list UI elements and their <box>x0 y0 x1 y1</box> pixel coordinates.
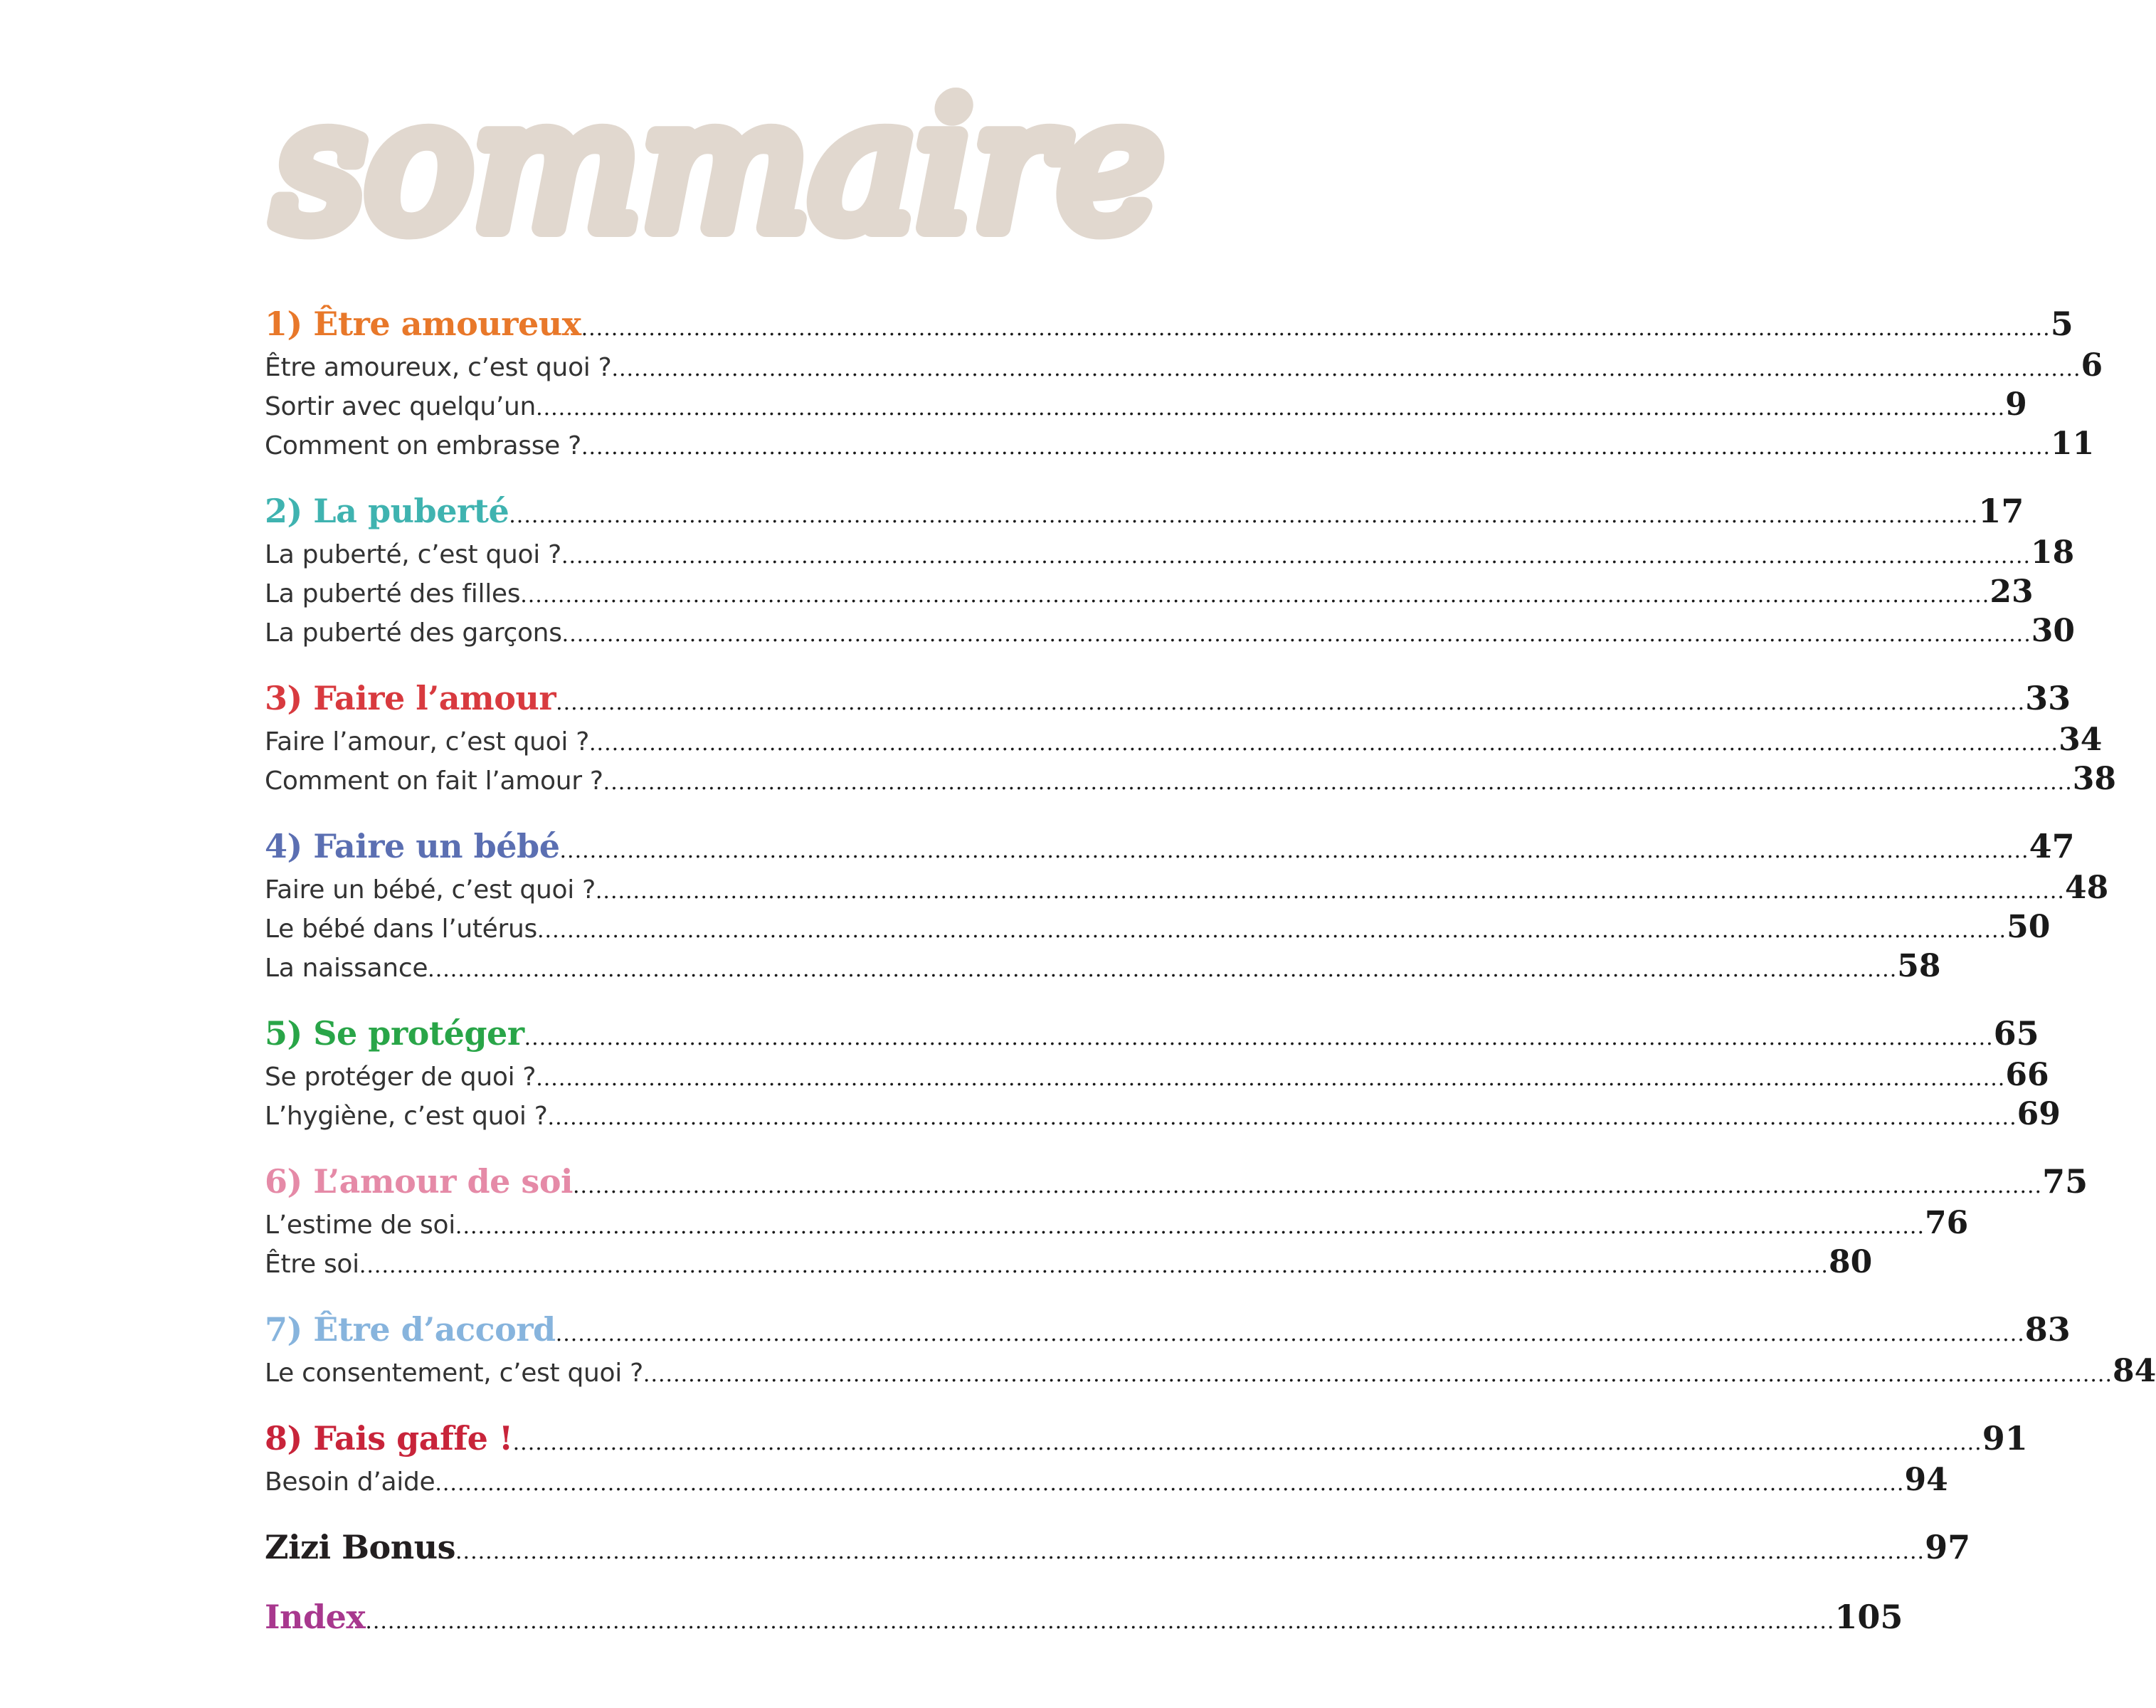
item-title: Sortir avec quelqu’un <box>265 392 537 421</box>
chapter-title: 7) Être d’accord <box>265 1310 556 1349</box>
page-number: 66 <box>2005 1057 2049 1093</box>
toc-section <box>265 679 2116 800</box>
page-number: 94 <box>1904 1462 1948 1498</box>
chapter-title: 8) Fais gaffe ! <box>265 1419 513 1457</box>
dot-leader <box>537 918 2007 943</box>
toc-item-row[interactable] <box>265 1205 1969 1244</box>
page-number: 58 <box>1897 948 1941 984</box>
toc-chapter-row[interactable] <box>265 492 2024 534</box>
page-number: 65 <box>1993 1014 2039 1053</box>
page-number: 6 <box>2081 347 2103 384</box>
toc-item-row[interactable] <box>265 870 2109 909</box>
dot-leader <box>643 1362 2113 1387</box>
dot-leader <box>435 1471 1904 1496</box>
dot-leader <box>365 1609 1834 1634</box>
dot-leader <box>524 1026 1994 1050</box>
toc-chapter-row[interactable] <box>265 1419 2028 1462</box>
toc-item-row[interactable] <box>265 1462 1948 1501</box>
chapter-title: Zizi Bonus <box>265 1528 456 1566</box>
item-title: Être soi <box>265 1250 359 1279</box>
page-number: 83 <box>2024 1310 2071 1349</box>
toc-section <box>265 1310 2156 1392</box>
page-number: 47 <box>2029 827 2075 865</box>
dot-leader <box>556 690 2025 715</box>
toc-item-row[interactable] <box>265 386 2027 426</box>
page-number: 30 <box>2031 613 2075 649</box>
toc-section <box>265 1598 1903 1640</box>
page-number: 11 <box>2051 426 2095 462</box>
dot-leader <box>611 357 2081 381</box>
chapter-title: 1) Être amoureux <box>265 305 581 343</box>
item-title: Le bébé dans l’utérus <box>265 914 537 944</box>
toc-chapter-row[interactable] <box>265 1310 2071 1353</box>
dot-leader <box>560 838 2029 863</box>
page-number: 76 <box>1925 1205 1969 1241</box>
toc-item-row[interactable] <box>265 1244 1873 1283</box>
toc-section <box>265 827 2109 987</box>
page-number: 5 <box>2050 305 2073 343</box>
dot-leader <box>561 544 2031 569</box>
toc-item-row[interactable] <box>265 722 2103 761</box>
toc-item-row[interactable] <box>265 909 2051 948</box>
chapter-title: 5) Se protéger <box>265 1014 524 1053</box>
toc-chapter-row[interactable] <box>265 1598 1903 1640</box>
toc-item-row[interactable] <box>265 534 2075 574</box>
dot-leader <box>589 731 2059 756</box>
page-number: 33 <box>2025 679 2071 717</box>
toc-section <box>265 1528 1971 1571</box>
dot-leader <box>556 1322 2025 1346</box>
toc-chapter-row[interactable] <box>265 1162 2088 1205</box>
page-number: 17 <box>1978 492 2024 530</box>
item-title: Comment on embrasse ? <box>265 431 581 460</box>
page-number: 23 <box>1989 574 2034 610</box>
chapter-title: 6) L’amour de soi <box>265 1162 573 1201</box>
page-number: 105 <box>1834 1598 1903 1636</box>
dot-leader <box>455 1539 1925 1564</box>
dot-leader <box>581 435 2051 460</box>
toc-item-row[interactable] <box>265 426 2095 465</box>
item-title: Faire un bébé, c’est quoi ? <box>265 875 596 905</box>
dot-leader <box>428 957 1897 982</box>
page-number: 18 <box>2031 534 2075 571</box>
toc-item-row[interactable] <box>265 948 1941 987</box>
item-title: Le consentement, c’est quoi ? <box>265 1359 643 1388</box>
chapter-title: 3) Faire l’amour <box>265 679 556 717</box>
item-title: Besoin d’aide <box>265 1467 435 1497</box>
toc-section <box>265 1014 2061 1135</box>
item-title: Faire l’amour, c’est quoi ? <box>265 727 590 757</box>
toc-section <box>265 305 2103 465</box>
page-number: 38 <box>2072 761 2116 797</box>
item-title: La puberté des filles <box>265 579 521 608</box>
chapter-title: 2) La puberté <box>265 492 509 530</box>
dot-leader <box>581 316 2051 341</box>
chapter-title: Index <box>265 1598 366 1636</box>
toc-section <box>265 492 2075 652</box>
dot-leader <box>513 1430 1982 1455</box>
page-title <box>274 50 1163 292</box>
page-number: 91 <box>1982 1419 2028 1457</box>
page-number: 48 <box>2064 870 2109 906</box>
dot-leader <box>359 1253 1829 1278</box>
table-of-contents <box>265 305 2156 1640</box>
title-lettering: sommaire <box>274 63 1163 270</box>
toc-item-row[interactable] <box>265 1057 2049 1096</box>
toc-chapter-row[interactable] <box>265 1014 2039 1057</box>
item-title: L’hygiène, c’est quoi ? <box>265 1102 548 1131</box>
item-title: Se protéger de quoi ? <box>265 1063 537 1092</box>
toc-item-row[interactable] <box>265 1096 2061 1135</box>
toc-chapter-row[interactable] <box>265 827 2075 870</box>
dot-leader <box>603 770 2073 795</box>
chapter-title: 4) Faire un bébé <box>265 827 560 865</box>
dot-leader <box>455 1214 1925 1239</box>
toc-chapter-row[interactable] <box>265 305 2073 347</box>
page-number: 80 <box>1828 1244 1873 1280</box>
item-title: La puberté des garçons <box>265 618 562 648</box>
toc-section <box>265 1419 2028 1501</box>
toc-chapter-row[interactable] <box>265 1528 1971 1571</box>
page-number: 97 <box>1925 1528 1971 1566</box>
page-number: 9 <box>2005 386 2027 423</box>
item-title: Comment on fait l’amour ? <box>265 766 603 796</box>
dot-leader <box>520 583 1989 608</box>
dot-leader <box>596 879 2065 904</box>
dot-leader <box>573 1174 2042 1198</box>
item-title: La naissance <box>265 954 428 983</box>
toc-item-row[interactable] <box>265 1353 2156 1392</box>
dot-leader <box>509 503 1978 528</box>
page-number: 69 <box>2017 1096 2061 1132</box>
dot-leader <box>548 1105 2017 1130</box>
toc-item-row[interactable] <box>265 574 2034 613</box>
item-title: Être amoureux, c’est quoi ? <box>265 353 612 382</box>
dot-leader <box>562 622 2031 647</box>
toc-chapter-row[interactable] <box>265 679 2071 722</box>
page-number: 75 <box>2042 1162 2088 1201</box>
page-number: 50 <box>2007 909 2051 945</box>
item-title: L’estime de soi <box>265 1211 455 1240</box>
toc-item-row[interactable] <box>265 761 2116 800</box>
toc-item-row[interactable] <box>265 347 2103 386</box>
dot-leader <box>536 396 2005 421</box>
item-title: La puberté, c’est quoi ? <box>265 540 561 569</box>
dot-leader <box>536 1066 2005 1091</box>
toc-item-row[interactable] <box>265 613 2075 652</box>
toc-section <box>265 1162 2088 1283</box>
page-number: 34 <box>2059 722 2103 758</box>
page-number: 84 <box>2113 1353 2156 1389</box>
handwritten-title-svg <box>274 50 1163 292</box>
